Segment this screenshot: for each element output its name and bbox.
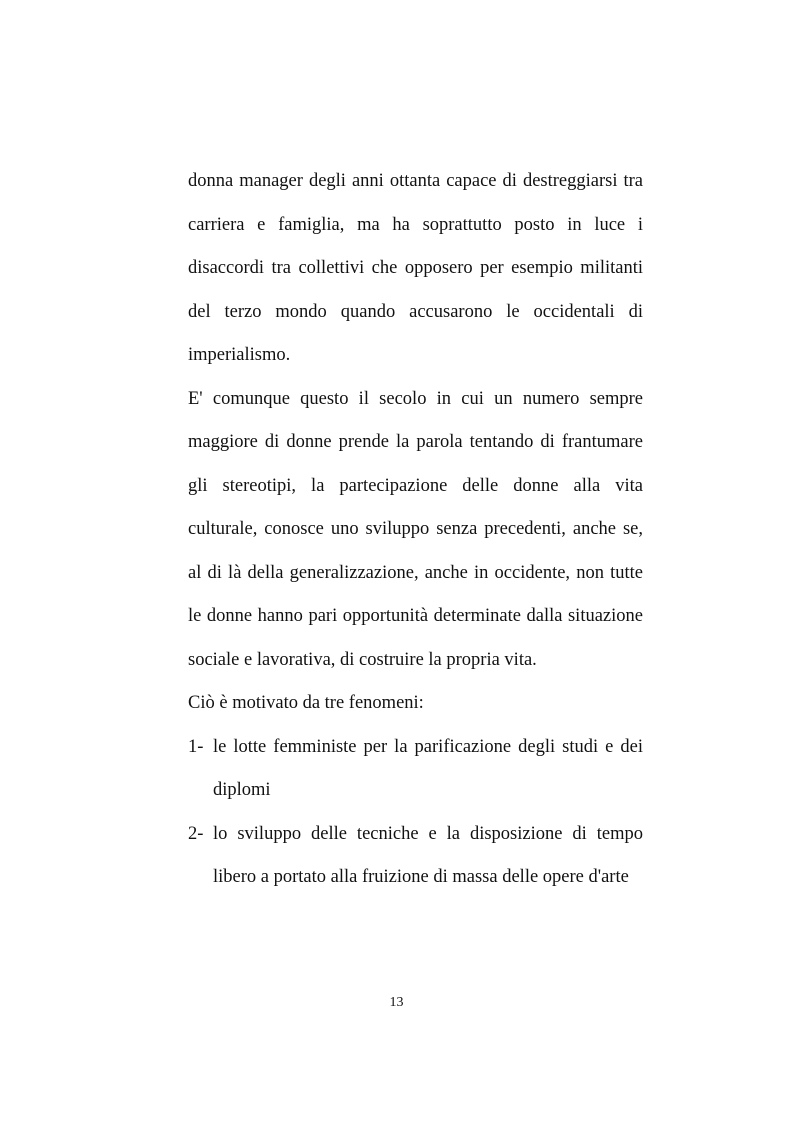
list-item-text: le lotte femministe per la parificazione degli studi e dei diplomi	[213, 736, 643, 800]
paragraph: E' comunque questo il secolo in cui un numero sempre maggiore di donne prende la parola tentando di frantumare gli stereotipi, la partecipazione delle donne alla vita culturale, conosce uno sviluppo senza precedenti, anche se, al di là della generalizzazione, anche in occidente, non tutte le donne hanno pari opportunità determinate dalla situazione sociale e lavorativa, di costruire la propria vita.	[188, 388, 643, 670]
page-number: 13	[389, 995, 404, 1010]
list-item	[188, 726, 643, 813]
numbered-list	[188, 726, 643, 900]
body-text	[188, 160, 643, 900]
list-item-number: 2-	[188, 823, 204, 844]
list-item	[188, 813, 643, 900]
list-item-text: lo sviluppo delle tecniche e la disposizione di tempo libero a portato alla fruizione di massa delle opere d'arte	[213, 823, 643, 887]
paragraph: donna manager degli anni ottanta capace di destreggiarsi tra carriera e famiglia, ma ha soprattutto posto in luce i disaccordi tra collettivi che opposero per esempio militanti del terzo mondo quando accusarono le occidentali di imperialismo.	[188, 171, 643, 365]
list-item-number: 1-	[188, 736, 204, 757]
paragraph: Ciò è motivato da tre fenomeni:	[188, 693, 424, 713]
